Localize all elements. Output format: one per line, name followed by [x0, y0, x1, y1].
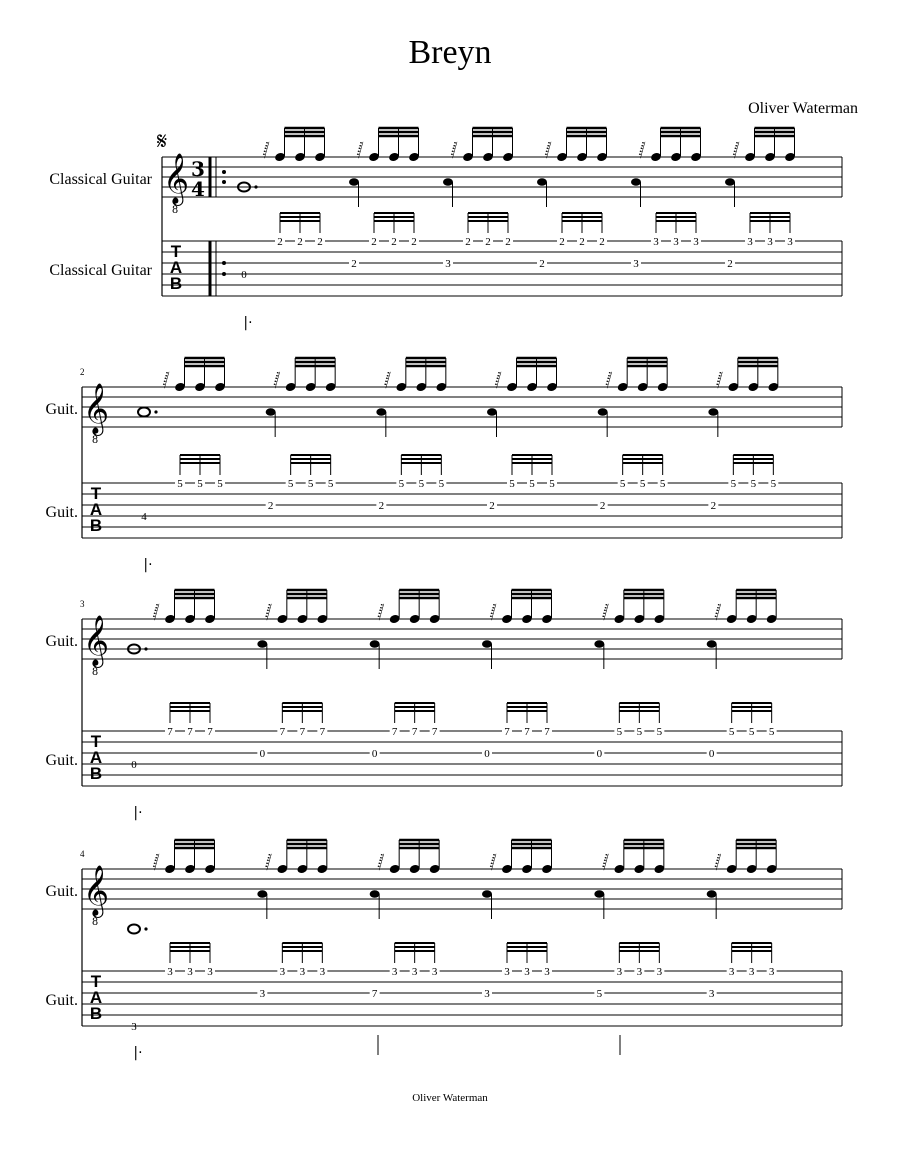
- segno-icon: 𝄋: [156, 127, 168, 155]
- tab-clef-letter: A: [89, 500, 103, 519]
- treble-clef-icon: 𝄞: [82, 865, 110, 916]
- mid-note-head: [725, 178, 735, 186]
- tab-fret-melody: 2: [485, 236, 491, 248]
- tab-fret-melody: 7: [391, 726, 398, 738]
- measure-number: 4: [80, 849, 85, 859]
- tab-fret-melody: 3: [391, 966, 398, 978]
- tab-fret-melody: 2: [599, 236, 605, 248]
- tab-fret-melody: 7: [319, 726, 326, 738]
- rest-icon: 𝅂: [732, 141, 740, 159]
- rest-icon: 𝅂: [489, 853, 497, 871]
- tab-fret-melody: 3: [299, 966, 306, 978]
- tab-fret-melody: 2: [465, 236, 471, 248]
- repeat-dot: [222, 272, 226, 276]
- time-sig-bottom: 4: [191, 177, 205, 201]
- rest-icon: 𝅂: [356, 141, 364, 159]
- dot: [144, 927, 147, 930]
- tab-fret-melody: 2: [371, 236, 377, 248]
- mid-note-head: [266, 408, 276, 416]
- tab-clef-letter: A: [169, 258, 183, 277]
- tab-fret-melody: 7: [279, 726, 286, 738]
- tab-fret-melody: 3: [728, 966, 735, 978]
- tab-fret-melody: 5: [659, 478, 666, 490]
- tab-fret-melody: 5: [529, 478, 535, 490]
- tab-fret-melody: 2: [391, 236, 397, 248]
- tab-fret-melody: 7: [524, 726, 530, 738]
- tab-fret-melody: 2: [297, 236, 303, 248]
- tab-fret-melody: 3: [544, 966, 550, 978]
- tab-fret-melody: 5: [750, 478, 757, 490]
- repeat-mark: |·: [133, 805, 143, 821]
- mid-note-head: [370, 890, 380, 898]
- tab-fret-melody: 5: [656, 726, 663, 738]
- tab-fret-mid: 3: [259, 988, 266, 1000]
- tab-fret-melody: 7: [544, 726, 550, 738]
- tab-fret-mid: 0: [708, 748, 715, 760]
- mid-note-head: [370, 640, 380, 648]
- dot: [144, 647, 147, 650]
- system-2: [0, 360, 900, 573]
- tab-fret-melody: 3: [767, 236, 773, 248]
- rest-icon: 𝅂: [264, 853, 272, 871]
- tab-fret-melody: 5: [438, 478, 445, 490]
- repeat-mark: |·: [143, 557, 153, 573]
- composer-name: Oliver Waterman: [748, 100, 858, 117]
- system-group: [82, 590, 842, 821]
- tab-fret-mid: 0: [259, 748, 266, 760]
- tab-fret-mid: 2: [378, 500, 385, 512]
- tab-fret-melody: 7: [207, 726, 213, 738]
- rest-icon: 𝅂: [152, 603, 160, 621]
- tab-fret-melody: 3: [747, 236, 753, 248]
- tab-fret-melody: 3: [187, 966, 193, 978]
- tab-fret-melody: 5: [639, 478, 646, 490]
- rest-icon: 𝅂: [601, 853, 609, 871]
- treble-clef-icon: 𝄞: [82, 383, 110, 434]
- tab-fret-melody: 5: [177, 478, 183, 490]
- staff-label: Guit.: [45, 883, 78, 900]
- tab-fret-melody: 5: [327, 478, 334, 490]
- half-note-head: [138, 408, 150, 417]
- tab-fret-melody: 5: [217, 478, 223, 490]
- tab-clef-letter: T: [90, 732, 102, 751]
- tab-clef-letter: T: [170, 242, 182, 261]
- measure-number: 3: [80, 599, 85, 609]
- repeat-dot: [222, 261, 226, 265]
- rest-icon: 𝅂: [494, 371, 502, 389]
- time-sig-top: 3: [191, 157, 205, 181]
- tab-clef-letter: T: [90, 484, 102, 503]
- footer-text: Oliver Waterman: [412, 1092, 488, 1104]
- tab-fret-melody: 5: [619, 478, 626, 490]
- repeat-dot: [222, 180, 226, 184]
- staff-label: Classical Guitar: [49, 171, 152, 188]
- tab-fret-mid: 3: [708, 988, 715, 1000]
- tab-fret-melody: 3: [524, 966, 530, 978]
- staff-label: Guit.: [45, 633, 78, 650]
- tab-fret-melody: 2: [559, 236, 565, 248]
- tab-fret-melody: 5: [197, 478, 203, 490]
- rest-icon: 𝅂: [715, 371, 723, 389]
- tab-fret-bass: 0: [241, 269, 247, 281]
- tab-fret-mid: 5: [596, 988, 603, 1000]
- octave-marker: 8: [91, 435, 99, 446]
- tab-fret-melody: 5: [636, 726, 643, 738]
- tab-fret-melody: 3: [616, 966, 623, 978]
- tab-label: Guit.: [45, 504, 78, 521]
- rest-icon: 𝅂: [714, 603, 722, 621]
- rest-icon: 𝅂: [544, 141, 552, 159]
- tab-fret-melody: 5: [768, 726, 775, 738]
- system-3: [0, 592, 900, 821]
- mid-note-head: [482, 890, 492, 898]
- tab-fret-melody: 3: [431, 966, 438, 978]
- repeat-mark: |·: [133, 1045, 143, 1061]
- tab-fret-melody: 2: [277, 236, 283, 248]
- mid-note-head: [443, 178, 453, 186]
- tab-fret-melody: 3: [636, 966, 643, 978]
- rest-icon: 𝅂: [273, 371, 281, 389]
- mid-note-head: [487, 408, 497, 416]
- rest-icon: 𝅂: [162, 371, 170, 389]
- rest-icon: 𝅂: [601, 603, 609, 621]
- tab-fret-melody: 3: [411, 966, 418, 978]
- tab-fret-mid: 2: [351, 258, 357, 270]
- tab-fret-melody: 5: [307, 478, 314, 490]
- mid-note-head: [257, 890, 267, 898]
- tab-fret-mid: 0: [371, 748, 378, 760]
- tab-fret-melody: 3: [656, 966, 663, 978]
- staff-label: Guit.: [45, 401, 78, 418]
- tab-clef-letter: A: [89, 988, 103, 1007]
- tab-fret-melody: 5: [398, 478, 405, 490]
- mid-note-head: [707, 890, 717, 898]
- tab-fret-melody: 3: [768, 966, 775, 978]
- tab-label: Guit.: [45, 992, 78, 1009]
- octave-marker: 8: [91, 917, 99, 928]
- mid-note-head: [537, 178, 547, 186]
- mid-note-head: [631, 178, 641, 186]
- tab-fret-melody: 5: [509, 478, 515, 490]
- tab-fret-melody: 5: [730, 478, 737, 490]
- system-1: [0, 127, 900, 340]
- tab-fret-mid: 3: [633, 258, 639, 270]
- tab-clef-letter: A: [89, 748, 103, 767]
- tab-clef-letter: B: [89, 516, 103, 535]
- tab-fret-melody: 7: [431, 726, 438, 738]
- tab-fret-melody: 7: [187, 726, 193, 738]
- mid-note-head: [594, 640, 604, 648]
- tab-fret-melody: 3: [279, 966, 286, 978]
- rest-icon: 𝅂: [383, 371, 391, 389]
- tab-fret-melody: 7: [299, 726, 306, 738]
- mid-note-head: [257, 640, 267, 648]
- tab-fret-melody: 5: [728, 726, 735, 738]
- half-note-head: [128, 925, 140, 934]
- mid-note-head: [707, 640, 717, 648]
- tab-fret-melody: 5: [748, 726, 755, 738]
- score-title: Breyn: [408, 34, 492, 71]
- tab-fret-melody: 5: [770, 478, 777, 490]
- repeat-dot: [222, 170, 226, 174]
- tab-fret-mid: 2: [267, 500, 274, 512]
- tab-fret-mid: 7: [371, 988, 378, 1000]
- tab-fret-melody: 2: [579, 236, 585, 248]
- tab-fret-melody: 3: [787, 236, 793, 248]
- rest-icon: 𝅂: [262, 141, 270, 159]
- tab-fret-melody: 2: [505, 236, 511, 248]
- system-group: [157, 127, 842, 331]
- mid-note-head: [594, 890, 604, 898]
- mid-note-head: [376, 408, 386, 416]
- tab-fret-mid: 0: [484, 748, 490, 760]
- mid-note-head: [598, 408, 608, 416]
- rest-icon: 𝅂: [377, 603, 385, 621]
- tab-fret-melody: 3: [653, 236, 659, 248]
- treble-clef-icon: 𝄞: [162, 153, 190, 204]
- octave-marker: 8: [91, 667, 99, 678]
- dot: [154, 410, 157, 413]
- tab-fret-melody: 2: [411, 236, 417, 248]
- tab-fret-melody: 2: [317, 236, 323, 248]
- rest-icon: 𝅂: [489, 603, 497, 621]
- tab-fret-mid: 2: [727, 258, 733, 270]
- tab-clef-letter: T: [90, 972, 102, 991]
- tab-fret-melody: 3: [693, 236, 699, 248]
- tab-fret-melody: 3: [504, 966, 510, 978]
- tab-fret-melody: 7: [504, 726, 510, 738]
- system-4: [0, 842, 900, 1061]
- tab-fret-melody: 5: [418, 478, 425, 490]
- rest-icon: 𝅂: [638, 141, 646, 159]
- tab-fret-melody: 5: [616, 726, 623, 738]
- tab-fret-melody: 3: [673, 236, 679, 248]
- tab-fret-mid: 2: [710, 500, 717, 512]
- tab-clef-letter: B: [89, 1004, 103, 1023]
- tab-fret-melody: 5: [549, 478, 555, 490]
- rest-icon: 𝅂: [605, 371, 613, 389]
- tab-fret-mid: 2: [599, 500, 606, 512]
- tab-fret-melody: 7: [411, 726, 418, 738]
- tab-fret-melody: 5: [287, 478, 294, 490]
- tab-label: Classical Guitar: [49, 262, 152, 279]
- rest-icon: 𝅂: [450, 141, 458, 159]
- tab-fret-bass: 4: [141, 511, 147, 523]
- tab-fret-mid: 2: [489, 500, 495, 512]
- tab-clef-letter: B: [169, 274, 183, 293]
- measure-number: 2: [80, 367, 85, 377]
- repeat-mark: |·: [243, 315, 253, 331]
- tab-fret-melody: 7: [167, 726, 173, 738]
- tab-label: Guit.: [45, 752, 78, 769]
- mid-note-head: [482, 640, 492, 648]
- tab-fret-melody: 3: [748, 966, 755, 978]
- tab-fret-melody: 3: [207, 966, 213, 978]
- tab-fret-mid: 0: [596, 748, 603, 760]
- tab-fret-mid: 3: [484, 988, 490, 1000]
- tab-fret-mid: 2: [539, 258, 545, 270]
- rest-icon: 𝅂: [152, 853, 160, 871]
- mid-note-head: [349, 178, 359, 186]
- dot: [254, 185, 257, 188]
- tab-fret-melody: 3: [167, 966, 173, 978]
- tab-fret-bass: 0: [131, 759, 137, 771]
- octave-marker: 8: [171, 205, 179, 216]
- treble-clef-icon: 𝄞: [82, 615, 110, 666]
- tab-fret-melody: 3: [319, 966, 326, 978]
- system-group: [82, 358, 842, 573]
- tab-fret-mid: 3: [445, 258, 451, 270]
- rest-icon: 𝅂: [714, 853, 722, 871]
- rest-icon: 𝅂: [264, 603, 272, 621]
- system-group: [82, 840, 842, 1061]
- mid-note-head: [708, 408, 718, 416]
- tab-clef-letter: B: [89, 764, 103, 783]
- tab-fret-bass: 3: [131, 1021, 137, 1033]
- rest-icon: 𝅂: [377, 853, 385, 871]
